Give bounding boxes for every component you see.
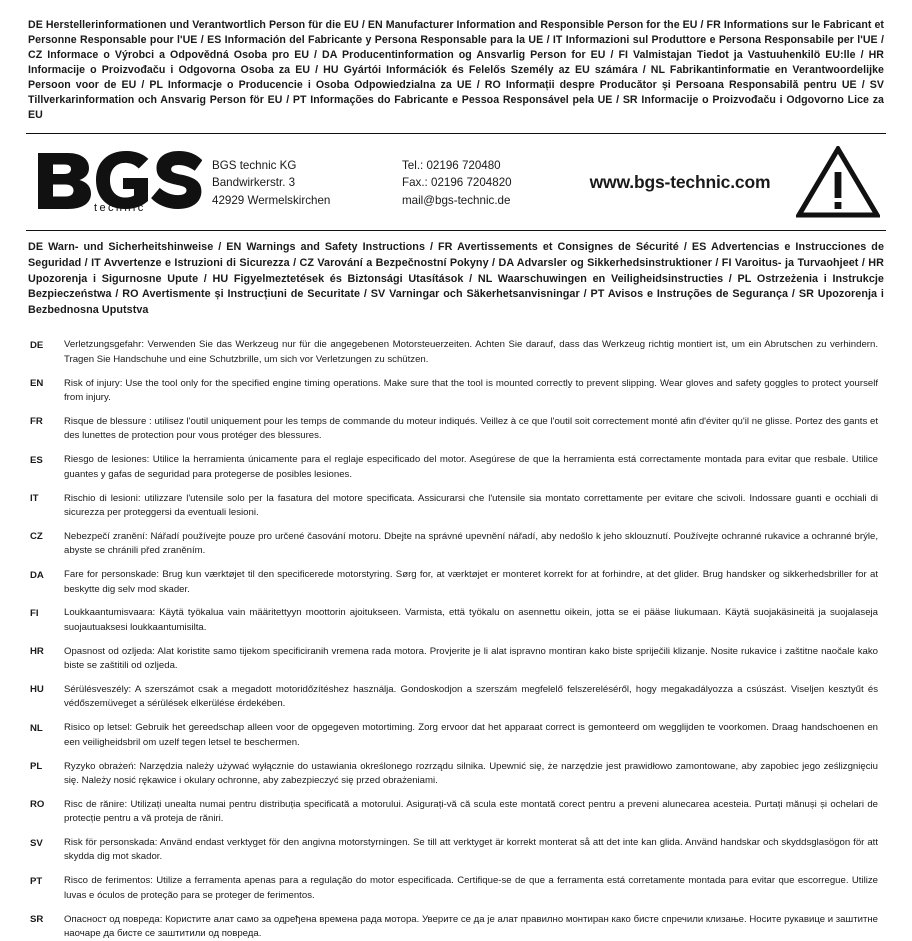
- language-code: EN: [30, 378, 44, 390]
- list-item: [30, 683, 882, 712]
- list-item: [30, 913, 882, 941]
- instruction-text: Opasnost od ozljeda: Alat koristite samo tijekom specificiranih vremena rada motora. Provjerite je li alat ispravno montiran kako biste spriječili klizanje. Nosite rukavice i zaštitne naočale kako biste se zaštitili od ozljeda.: [64, 645, 878, 672]
- list-item: [30, 338, 882, 367]
- instruction-text: Risc de rănire: Utilizați unealta numai pentru distribuția specificată a motorului. Asigurați-vă că scula este montată corect pentru a preveni alunecarea acesteia. Purtați mănuși și ochelari de protecție pentru a vă proteja de răniri.: [64, 798, 878, 825]
- list-item: [30, 836, 882, 865]
- language-code: DA: [30, 569, 44, 581]
- company-website[interactable]: www.bgs-technic.com: [589, 171, 771, 192]
- list-item: [30, 415, 882, 444]
- language-code: IT: [30, 493, 39, 505]
- instruction-text: Опасност од повреда: Користите алат само за одређена времена рада мотора. Уверите се да је алат правилно монтиран како бисте спречили клизање. Носите рукавице и заштитне наочаре да бисте се заштитили од повреда.: [64, 913, 878, 940]
- instruction-text: Rischio di lesioni: utilizzare l'utensile solo per la fasatura del motore specificata. Assicurarsi che l'utensile sia montato correttamente per evitare che scivoli. Indossare guanti e occhiali di sicurezza per proteggersi da eventuali lesioni.: [64, 492, 878, 518]
- language-code: SR: [30, 914, 44, 926]
- list-item: [30, 568, 882, 597]
- company-address: [212, 155, 402, 210]
- instruction-text: Risk för personskada: Använd endast verktyget för den angivna motorstyrningen. Se till att verktyget är korrekt monterat så att det inte kan glida. Använd handskar och skyddsglasögon för att skydda dig mot skador.: [64, 837, 878, 863]
- instruction-text: Riesgo de lesiones: Utilice la herramienta únicamente para el reglaje especificado del motor. Asegúrese de que la herramienta está correctamente montada para evitar que resbale. Utilice guantes y gafas de seguridad para protegerse de posibles lesiones.: [64, 454, 878, 480]
- list-item: [30, 492, 882, 521]
- language-code: RO: [30, 799, 45, 811]
- list-item: [30, 453, 882, 482]
- list-item: [30, 606, 882, 635]
- company-city: 42929 Wermelskirchen: [212, 194, 331, 208]
- list-item: [30, 874, 882, 903]
- instruction-text: Verletzungsgefahr: Verwenden Sie das Werkzeug nur für die angegebenen Motorsteuerzeiten. Achten Sie darauf, dass das Werkzeug richtig montiert ist, um ein Abrutschen zu verhindern. Tragen Sie Handschuhe und eine Schutzbrille, um sich vor Verletzungen zu schützen.: [64, 339, 878, 365]
- language-code: DE: [30, 339, 44, 351]
- company-street: Bandwirkerstr. 3: [212, 176, 296, 190]
- language-code: CZ: [30, 531, 43, 543]
- manufacturer-info-languages: DE Herstellerinformationen und Verantwortlich Person für die EU / EN Manufacturer Information and Responsible Person for the EU / FR Informations sur le Fabricant et Personne Responsable pour l'UE / ES Información del Fabricante y Persona Responsable para la UE / IT Informazioni sul Produttore e Persona Responsabile per l'UE / CZ Informace o Výrobci a Odpovědná Osoba pro EU / DA Producentinformation og Ansvarlig Person for EU / FI Valmistajan Tiedot ja Vastuuhenkilö EU:lle / HR Informacije o Proizvođaču i Odgovorna Osoba za EU / HU Gyártói Információk és Felelős Személy az EU számára / NL Fabrikantinformatie en Verantwoordelijke Persoon voor de EU / PL Informacje o Producencie i Osoba Odpowiedzialna za UE / RO Informații despre Producător și Persoana Responsabilă pentru UE / SV Tillverkarinformation och Ansvarig Person för EU / PT Informações do Fabricante e Pessoa Responsável pela UE / SR Informacije o Proizvođaču i Odgovorno Lice za EU: [28, 19, 884, 122]
- instruction-text: Ryzyko obrażeń: Narzędzia należy używać wyłącznie do ustawiania określonego rozrządu silnika. Upewnić się, że narzędzie jest prawidłowo zamontowane, aby zapobiec jego ześlizgnięciu się. Należy nosić rękawice i okulary ochronne, aby zabezpieczyć się przed obrażeniami.: [64, 760, 878, 786]
- instruction-text: Nebezpečí zranění: Nářadí používejte pouze pro určené časování motoru. Dbejte na správné upevnění nářadí, aby nedošlo k jeho sklouznutí. Používejte ochranné rukavice a ochranné brýle, abyste se chránili před zraněním.: [64, 530, 878, 557]
- instruction-text: Loukkaantumisvaara: Käytä työkalua vain määritettyyn moottorin ajoitukseen. Varmista, että työkalu on asennettu oikein, jotta se ei pääse liukumaan. Käytä suojakäsineitä ja suojalaseja suojautuaksesi loukkaantumisilta.: [64, 607, 878, 633]
- warnings-heading-languages: DE Warn- und Sicherheitshinweise / EN Warnings and Safety Instructions / FR Avertissements et Consignes de Sécurité / ES Advertencias e Instrucciones de Seguridad / IT Avvertenze e Istruzioni di Sicurezza / CZ Varování a Bezpečnostní Pokyny / DA Advarsler og Sikkerhedsinstruktioner / FI Varoitus- ja Turvaohjeet / HR Upozorenja i Sigurnosne Upute / HU Figyelmeztetések és Biztonsági Utasítások / NL Waarschuwingen en Veiligheidsinstructies / PL Ostrzeżenia i Instrukcje Bezpieczeństwa / RO Avertismente și Instrucțiuni de Securitate / SV Varningar och Säkerhetsanvisningar / PT Avisos e Instruções de Segurança / SR Upozorenja i Bezbednosna Uputstva: [28, 241, 884, 316]
- instruction-text: Sérülésveszély: A szerszámot csak a megadott motoridőzítéshez használja. Gondoskodjon a szerszám megfelelő felszereléséről, hogy megakadályozza a csúszást. Viseljen kesztyűt és védőszemüveget a sérülések elkerülése érdekében.: [64, 683, 878, 710]
- company-fax: Fax.: 02196 7204820: [402, 176, 512, 190]
- instruction-text: Fare for personskade: Brug kun værktøjet til den specificerede motorstyring. Sørg for, at værktøjet er monteret korrekt for at forhindre, at det glider. Brug handsker og sikkerhedsbriller for at beskytte dig selv mod skader.: [64, 569, 878, 595]
- list-item: [30, 798, 882, 827]
- divider-bottom: [26, 230, 886, 231]
- list-item: [30, 530, 882, 559]
- language-code: FI: [30, 607, 39, 619]
- language-code: FR: [30, 416, 43, 428]
- company-contact: [402, 155, 582, 210]
- svg-text:technic: technic: [94, 202, 146, 214]
- list-item: [30, 721, 882, 750]
- instruction-text: Risico op letsel: Gebruik het gereedschap alleen voor de opgegeven motortiming. Zorg ervoor dat het apparaat correct is gemonteerd om wegglijden te voorkomen. Draag handschoenen en een veiligheidsbril om uzelf tegen letsel te beschermen.: [64, 722, 878, 748]
- language-code: HR: [30, 646, 44, 658]
- list-item: [30, 760, 882, 789]
- bgs-logo: [30, 151, 212, 213]
- instruction-text: Risque de blessure : utilisez l'outil uniquement pour les temps de commande du moteur indiqués. Veillez à ce que l'outil soit correctement monté afin d'éviter qu'il ne glisse. Portez des gants et des lunettes de protection pour vous protéger des blessures.: [64, 415, 878, 442]
- language-code: PT: [30, 875, 43, 887]
- instruction-text: Risk of injury: Use the tool only for the specified engine timing operations. Make sure that the tool is mounted correctly to prevent slipping. Wear gloves and safety goggles to protect yourself from injury.: [64, 377, 878, 404]
- company-name: BGS technic KG: [212, 158, 297, 172]
- language-code: PL: [30, 761, 43, 773]
- instruction-text: Risco de ferimentos: Utilize a ferramenta apenas para a regulação do motor especificada. Certifique-se de que a ferramenta está corretamente montada para evitar que escorregue. Utilize luvas e óculos de proteção para se proteger de ferimentos.: [64, 875, 878, 901]
- company-header-band: [26, 134, 886, 230]
- company-email[interactable]: mail@bgs-technic.de: [402, 194, 511, 208]
- language-code: HU: [30, 684, 44, 696]
- company-tel: Tel.: 02196 720480: [402, 158, 501, 172]
- language-code: ES: [30, 454, 43, 466]
- language-code: SV: [30, 837, 43, 849]
- language-code: NL: [30, 722, 43, 734]
- list-item: [30, 377, 882, 406]
- list-item: [30, 645, 882, 674]
- warning-triangle-icon: [784, 146, 882, 218]
- instruction-list: [26, 338, 886, 941]
